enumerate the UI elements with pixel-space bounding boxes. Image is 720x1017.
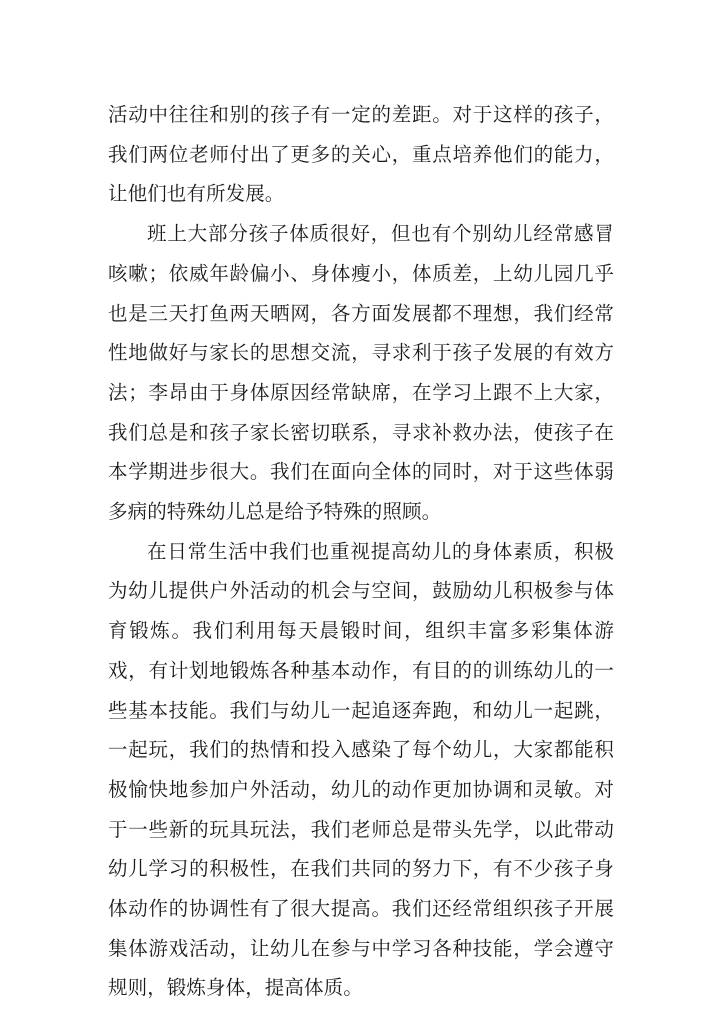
document-page [108, 95, 614, 1008]
paragraph-outdoor-activities: 在日常生活中我们也重视提高幼儿的身体素质，积极为幼儿提供户外活动的机会与空间，鼓励幼儿积极参与体育锻炼。我们利用每天晨锻时间，组织丰富多彩集体游戏，有计划地锻炼各种基本动作，有目的的训练幼儿的一些基本技能。我们与幼儿一起追逐奔跑，和幼儿一起跳，一起玩，我们的热情和投入感染了每个幼儿，大家都能积极愉快地参加户外活动，幼儿的动作更加协调和灵敏。对于一些新的玩具玩法，我们老师总是带头先学，以此带动幼儿学习的积极性，在我们共同的努力下，有不少孩子身体动作的协调性有了很大提高。我们还经常组织孩子开展集体游戏活动，让幼儿在参与中学习各种技能，学会遵守规则，锻炼身体，提高体质。 [108, 539, 614, 1000]
paragraph-continuation: 活动中往往和别的孩子有一定的差距。对于这样的孩子，我们两位老师付出了更多的关心，重点培养他们的能力，让他们也有所发展。 [108, 103, 614, 206]
paragraph-physical-health: 班上大部分孩子体质很好，但也有个别幼儿经常感冒咳嗽；依威年龄偏小、身体瘦小，体质差，上幼儿园几乎也是三天打鱼两天晒网，各方面发展都不理想，我们经常性地做好与家长的思想交流，寻求利于孩子发展的有效方法；李昂由于身体原因经常缺席，在学习上跟不上大家，我们总是和孩子家长密切联系，寻求补救办法，使孩子在本学期进步很大。我们在面向全体的同时，对于这些体弱多病的特殊幼儿总是给予特殊的照顾。 [108, 222, 614, 524]
